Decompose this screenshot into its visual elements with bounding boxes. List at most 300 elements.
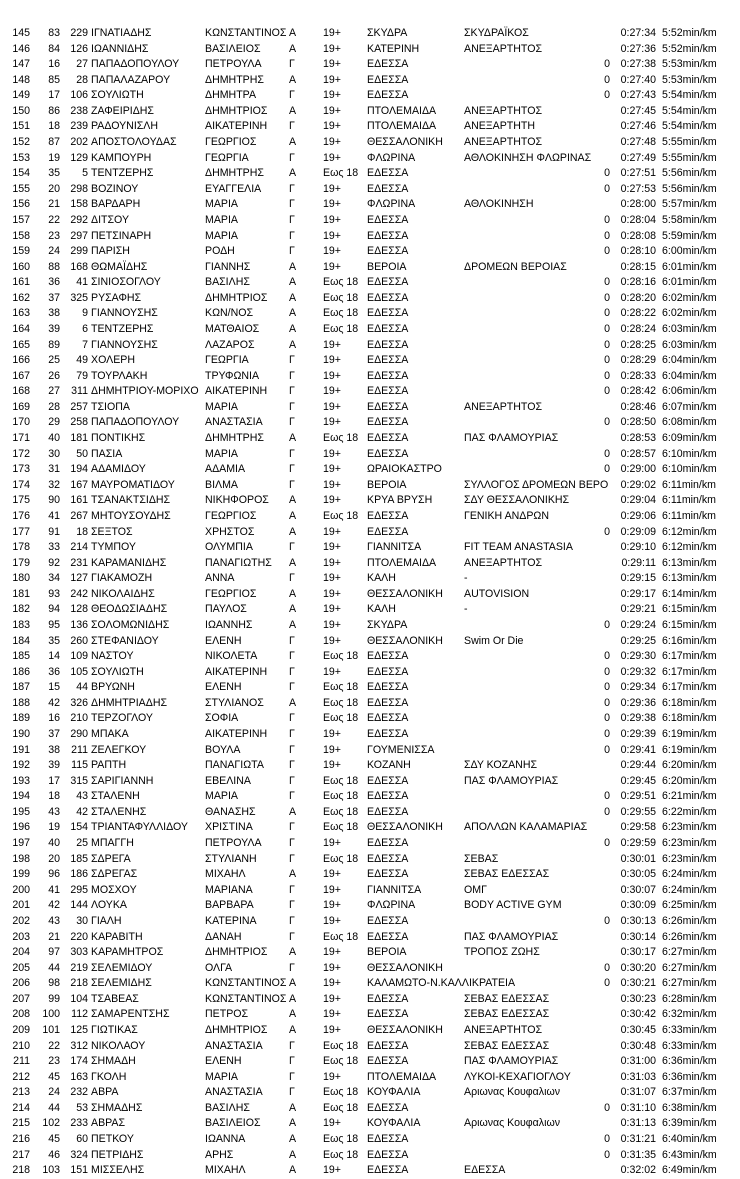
- overall-position-cell: 189: [12, 712, 30, 725]
- club-cell: ΤΡΟΠΟΣ ΖΩΗΣ: [464, 946, 540, 959]
- age-group-cell: 19+: [323, 603, 341, 616]
- sex-cell: Α: [289, 805, 297, 818]
- table-row: [0, 322, 740, 338]
- club-cell: ΣΔΥ ΘΕΣΣΑΛΟΝΙΚΗΣ: [464, 494, 570, 507]
- overall-position-cell: 179: [12, 556, 30, 569]
- city-cell: ΓΟΥΜΕΝΙΣΣΑ: [367, 743, 435, 756]
- surname-cell: ΤΡΙΑΝΤΑΦΥΛΛΙΔΟΥ: [91, 821, 188, 834]
- category-position-cell: 41: [48, 883, 60, 896]
- sex-cell: Γ: [289, 463, 295, 476]
- category-position-cell: 39: [48, 759, 60, 772]
- overall-position-cell: 202: [12, 914, 30, 927]
- pace-cell: 6:49min/km: [662, 1164, 717, 1177]
- table-row: [0, 540, 740, 556]
- age-group-cell: 19+: [323, 182, 341, 195]
- pace-cell: 6:02min/km: [662, 307, 717, 320]
- city-cell: ΕΔΕΣΣΑ: [367, 930, 409, 943]
- first-name-cell: ΜΑΡΙΑΝΑ: [205, 883, 253, 896]
- sex-cell: Α: [289, 868, 297, 881]
- first-name-cell: ΜΑΤΘΑΙΟΣ: [205, 322, 260, 335]
- first-name-cell: ΣΤΥΛΙΑΝΟΣ: [205, 696, 264, 709]
- sex-cell: Α: [289, 260, 297, 273]
- sex-cell: Γ: [289, 1086, 295, 1099]
- city-cell: ΕΔΕΣΣΑ: [367, 276, 409, 289]
- overall-position-cell: 213: [12, 1086, 30, 1099]
- overall-position-cell: 196: [12, 821, 30, 834]
- bib-number-cell: 292: [70, 213, 88, 226]
- flag-value-cell: 0: [604, 73, 610, 86]
- table-row: [0, 727, 740, 743]
- bib-number-cell: 168: [70, 260, 88, 273]
- category-position-cell: 23: [48, 229, 60, 242]
- finish-time-cell: 0:29:39: [620, 728, 656, 741]
- table-row: [0, 696, 740, 712]
- first-name-cell: ΣΤΥΛΙΑΝΗ: [205, 852, 257, 865]
- pace-cell: 6:18min/km: [662, 712, 717, 725]
- overall-position-cell: 177: [12, 525, 30, 538]
- category-position-cell: 17: [48, 774, 60, 787]
- age-group-cell: Εως 18: [323, 805, 359, 818]
- club-cell: ΑΝΕΞΑΡΤΗΤΟΣ: [464, 136, 542, 149]
- surname-cell: ΣΤΑΛΕΝΗ: [91, 790, 140, 803]
- overall-position-cell: 146: [12, 42, 30, 55]
- overall-position-cell: 191: [12, 743, 30, 756]
- sex-cell: Γ: [289, 151, 295, 164]
- table-row: [0, 1054, 740, 1070]
- table-row: [0, 618, 740, 634]
- bib-number-cell: 125: [70, 1024, 88, 1036]
- surname-cell: ΝΙΚΟΛΑΙΔΗΣ: [91, 587, 155, 600]
- club-cell: ΓΕΝΙΚΗ ΑΝΔΡΩΝ: [464, 509, 549, 522]
- club-cell: ΑΝΕΞΑΡΤΗΤΟΣ: [464, 400, 542, 413]
- city-cell: ΘΕΣΣΑΛΟΝΙΚΗ: [367, 961, 443, 974]
- city-cell: ΕΔΕΣΣΑ: [367, 728, 409, 741]
- category-position-cell: 85: [48, 73, 60, 86]
- surname-cell: ΔΙΤΣΟΥ: [91, 213, 130, 226]
- finish-time-cell: 0:30:14: [620, 930, 656, 943]
- category-position-cell: 41: [48, 509, 60, 522]
- city-cell: ΒΕΡΟΙΑ: [367, 946, 407, 959]
- bib-number-cell: 43: [76, 790, 88, 803]
- age-group-cell: Εως 18: [323, 307, 359, 320]
- club-cell: ΑΝΕΞΑΡΤΗΤΟΣ: [464, 1024, 542, 1036]
- finish-time-cell: 0:28:29: [620, 354, 656, 367]
- club-cell: -: [464, 603, 468, 616]
- sex-cell: Γ: [289, 961, 295, 974]
- finish-time-cell: 0:27:34: [620, 27, 656, 39]
- table-row: [0, 213, 740, 229]
- flag-value-cell: 0: [604, 354, 610, 367]
- category-position-cell: 14: [48, 650, 60, 663]
- overall-position-cell: 149: [12, 89, 30, 102]
- city-cell: ΚΑΛΑΜΩΤΟ-Ν.ΚΑΛΛΙΚΡΑΤΕΙΑ: [367, 977, 516, 990]
- pace-cell: 6:43min/km: [662, 1148, 717, 1161]
- pace-cell: 6:36min/km: [662, 1070, 717, 1083]
- sex-cell: Γ: [289, 837, 295, 850]
- age-group-cell: 19+: [323, 369, 341, 382]
- overall-position-cell: 170: [12, 416, 30, 429]
- surname-cell: ΠΕΤΚΟΥ: [91, 1133, 134, 1146]
- bib-number-cell: 242: [70, 587, 88, 600]
- overall-position-cell: 172: [12, 447, 30, 460]
- finish-time-cell: 0:32:02: [620, 1164, 656, 1177]
- bib-number-cell: 174: [70, 1055, 88, 1068]
- first-name-cell: ΜΑΡΙΑ: [205, 400, 238, 413]
- finish-time-cell: 0:31:21: [620, 1133, 656, 1146]
- first-name-cell: ΜΑΡΙΑ: [205, 790, 238, 803]
- table-row: [0, 898, 740, 914]
- bib-number-cell: 295: [70, 883, 88, 896]
- bib-number-cell: 154: [70, 821, 88, 834]
- overall-position-cell: 164: [12, 322, 30, 335]
- sex-cell: Γ: [289, 774, 295, 787]
- city-cell: ΓΙΑΝΝΙΤΣΑ: [367, 883, 422, 896]
- bib-number-cell: 136: [70, 618, 88, 631]
- bib-number-cell: 79: [76, 369, 88, 382]
- first-name-cell: ΔΗΜΗΤΡΑ: [205, 89, 257, 102]
- city-cell: ΕΔΕΣΣΑ: [367, 307, 409, 320]
- table-row: [0, 151, 740, 167]
- age-group-cell: 19+: [323, 338, 341, 351]
- overall-position-cell: 158: [12, 229, 30, 242]
- category-position-cell: 31: [48, 463, 60, 476]
- city-cell: ΘΕΣΣΑΛΟΝΙΚΗ: [367, 821, 443, 834]
- flag-value-cell: 0: [604, 805, 610, 818]
- age-group-cell: 19+: [323, 556, 341, 569]
- table-row: [0, 57, 740, 73]
- city-cell: ΦΛΩΡΙΝΑ: [367, 198, 416, 211]
- table-row: [0, 275, 740, 291]
- sex-cell: Γ: [289, 743, 295, 756]
- first-name-cell: ΚΩΝΣΤΑΝΤΙΝΟΣ: [205, 977, 287, 990]
- age-group-cell: 19+: [323, 120, 341, 133]
- age-group-cell: Εως 18: [323, 167, 359, 180]
- category-position-cell: 15: [48, 681, 60, 694]
- first-name-cell: ΒΑΣΙΛΕΙΟΣ: [205, 42, 261, 55]
- city-cell: ΒΕΡΟΙΑ: [367, 478, 407, 491]
- pace-cell: 6:03min/km: [662, 322, 717, 335]
- bib-number-cell: 49: [76, 354, 88, 367]
- surname-cell: ΛΟΥΚΑ: [91, 899, 127, 912]
- first-name-cell: ΕΛΕΝΗ: [205, 1055, 242, 1068]
- age-group-cell: Εως 18: [323, 712, 359, 725]
- table-row: [0, 493, 740, 509]
- pace-cell: 5:52min/km: [662, 27, 717, 39]
- club-cell: ΣΔΥ ΚΟΖΑΝΗΣ: [464, 759, 538, 772]
- sex-cell: Γ: [289, 728, 295, 741]
- bib-number-cell: 28: [76, 73, 88, 86]
- surname-cell: ΤΣΙΟΠΑ: [91, 400, 130, 413]
- age-group-cell: Εως 18: [323, 852, 359, 865]
- table-row: [0, 462, 740, 478]
- table-row: [0, 1085, 740, 1101]
- age-group-cell: 19+: [323, 416, 341, 429]
- first-name-cell: ΜΙΧΑΗΛ: [205, 868, 246, 881]
- table-row: [0, 867, 740, 883]
- age-group-cell: Εως 18: [323, 276, 359, 289]
- city-cell: ΣΚΥΔΡΑ: [367, 27, 408, 39]
- bib-number-cell: 53: [76, 1101, 88, 1114]
- first-name-cell: ΑΝΝΑ: [205, 572, 235, 585]
- surname-cell: ΠΕΤΣΙΝΑΡΗ: [91, 229, 152, 242]
- table-row: [0, 1023, 740, 1039]
- city-cell: ΕΔΕΣΣΑ: [367, 73, 409, 86]
- first-name-cell: ΑΙΚΑΤΕΡΙΝΗ: [205, 665, 268, 678]
- overall-position-cell: 198: [12, 852, 30, 865]
- city-cell: ΠΤΟΛΕΜΑΙΔΑ: [367, 1070, 437, 1083]
- sex-cell: Α: [289, 494, 297, 507]
- finish-time-cell: 0:29:00: [620, 463, 656, 476]
- category-position-cell: 45: [48, 1070, 60, 1083]
- category-position-cell: 19: [48, 821, 60, 834]
- table-row: [0, 478, 740, 494]
- finish-time-cell: 0:27:43: [620, 89, 656, 102]
- pace-cell: 6:10min/km: [662, 447, 717, 460]
- first-name-cell: ΔΗΜΗΤΡΙΟΣ: [205, 946, 268, 959]
- club-cell: AUTOVISION: [464, 587, 530, 600]
- city-cell: ΕΔΕΣΣΑ: [367, 992, 409, 1005]
- age-group-cell: 19+: [323, 229, 341, 242]
- first-name-cell: ΚΩΝΣΤΑΝΤΙΝΟΣ: [205, 992, 287, 1005]
- city-cell: ΕΔΕΣΣΑ: [367, 167, 409, 180]
- age-group-cell: 19+: [323, 743, 341, 756]
- pace-cell: 6:16min/km: [662, 634, 717, 647]
- age-group-cell: Εως 18: [323, 930, 359, 943]
- table-row: [0, 930, 740, 946]
- results-table: [0, 26, 740, 1179]
- age-group-cell: 19+: [323, 868, 341, 881]
- city-cell: ΚΟΥΦΑΛΙΑ: [367, 1086, 421, 1099]
- overall-position-cell: 209: [12, 1024, 30, 1036]
- surname-cell: ΑΒΡΑΣ: [91, 1117, 126, 1130]
- pace-cell: 6:33min/km: [662, 1039, 717, 1052]
- pace-cell: 6:17min/km: [662, 650, 717, 663]
- sex-cell: Γ: [289, 478, 295, 491]
- finish-time-cell: 0:28:04: [620, 213, 656, 226]
- sex-cell: Γ: [289, 665, 295, 678]
- flag-value-cell: 0: [604, 696, 610, 709]
- table-row: [0, 135, 740, 151]
- age-group-cell: 19+: [323, 73, 341, 86]
- pace-cell: 6:23min/km: [662, 852, 717, 865]
- bib-number-cell: 128: [70, 603, 88, 616]
- club-cell: ΑΠΟΛΛΩΝ ΚΑΛΑΜΑΡΙΑΣ: [464, 821, 588, 834]
- surname-cell: ΜΗΤΟΥΣΟΥΔΗΣ: [91, 509, 171, 522]
- table-row: [0, 992, 740, 1008]
- table-row: [0, 244, 740, 260]
- finish-time-cell: 0:29:59: [620, 837, 656, 850]
- surname-cell: ΣΟΥΛΙΩΤΗ: [91, 89, 144, 102]
- first-name-cell: ΕΒΕΛΙΝΑ: [205, 774, 251, 787]
- first-name-cell: ΜΑΡΙΑ: [205, 198, 238, 211]
- flag-value-cell: 0: [604, 322, 610, 335]
- city-cell: ΕΔΕΣΣΑ: [367, 400, 409, 413]
- overall-position-cell: 187: [12, 681, 30, 694]
- age-group-cell: 19+: [323, 634, 341, 647]
- table-row: [0, 306, 740, 322]
- pace-cell: 6:02min/km: [662, 291, 717, 304]
- category-position-cell: 95: [48, 618, 60, 631]
- bib-number-cell: 233: [70, 1117, 88, 1130]
- sex-cell: Α: [289, 307, 297, 320]
- club-cell: ΟΜΓ: [464, 883, 487, 896]
- age-group-cell: Εως 18: [323, 1101, 359, 1114]
- bib-number-cell: 27: [76, 58, 88, 71]
- overall-position-cell: 168: [12, 385, 30, 398]
- overall-position-cell: 184: [12, 634, 30, 647]
- category-position-cell: 20: [48, 852, 60, 865]
- age-group-cell: 19+: [323, 977, 341, 990]
- first-name-cell: ΚΩΝ/ΝΟΣ: [205, 307, 254, 320]
- sex-cell: Α: [289, 338, 297, 351]
- finish-time-cell: 0:27:40: [620, 73, 656, 86]
- club-cell: ΛΥΚΟΙ-ΚΕΧΑΓΙΟΓΛΟΥ: [464, 1070, 571, 1083]
- pace-cell: 6:26min/km: [662, 930, 717, 943]
- bib-number-cell: 238: [70, 104, 88, 117]
- pace-cell: 6:13min/km: [662, 572, 717, 585]
- surname-cell: ΤΕΝΤΖΕΡΗΣ: [91, 167, 154, 180]
- first-name-cell: ΑΙΚΑΤΕΡΙΝΗ: [205, 728, 268, 741]
- finish-time-cell: 0:29:45: [620, 774, 656, 787]
- club-cell: ΣΕΒΑΣ ΕΔΕΣΣΑΣ: [464, 992, 550, 1005]
- first-name-cell: ΒΙΛΜΑ: [205, 478, 238, 491]
- sex-cell: Γ: [289, 198, 295, 211]
- table-row: [0, 649, 740, 665]
- overall-position-cell: 150: [12, 104, 30, 117]
- finish-time-cell: 0:28:22: [620, 307, 656, 320]
- pace-cell: 6:27min/km: [662, 961, 717, 974]
- first-name-cell: ΒΑΣΙΛΕΙΟΣ: [205, 1117, 261, 1130]
- club-cell: ΣΚΥΔΡΑΪΚΟΣ: [464, 27, 529, 39]
- age-group-cell: Εως 18: [323, 821, 359, 834]
- first-name-cell: ΑΙΚΑΤΕΡΙΝΗ: [205, 120, 268, 133]
- city-cell: ΠΤΟΛΕΜΑΙΔΑ: [367, 556, 437, 569]
- age-group-cell: 19+: [323, 946, 341, 959]
- sex-cell: Α: [289, 1164, 297, 1177]
- table-row: [0, 1007, 740, 1023]
- club-cell: ΑΝΕΞΑΡΤΗΤΟΣ: [464, 556, 542, 569]
- surname-cell: ΖΑΦΕΙΡΙΔΗΣ: [91, 104, 154, 117]
- club-cell: ΑΝΕΞΑΡΤΗΤΗ: [464, 120, 536, 133]
- surname-cell: ΡΑΔΟΥΝΙΣΛΗ: [91, 120, 159, 133]
- surname-cell: ΓΚΟΛΗ: [91, 1070, 127, 1083]
- sex-cell: Α: [289, 1117, 297, 1130]
- overall-position-cell: 180: [12, 572, 30, 585]
- bib-number-cell: 232: [70, 1086, 88, 1099]
- sex-cell: Γ: [289, 1055, 295, 1068]
- bib-number-cell: 303: [70, 946, 88, 959]
- first-name-cell: ΧΡΗΣΤΟΣ: [205, 525, 255, 538]
- overall-position-cell: 154: [12, 167, 30, 180]
- surname-cell: ΜΟΣΧΟΥ: [91, 883, 137, 896]
- sex-cell: Α: [289, 1008, 297, 1021]
- category-position-cell: 16: [48, 58, 60, 71]
- sex-cell: Γ: [289, 245, 295, 258]
- table-row: [0, 1132, 740, 1148]
- pace-cell: 6:21min/km: [662, 790, 717, 803]
- finish-time-cell: 0:30:20: [620, 961, 656, 974]
- age-group-cell: 19+: [323, 104, 341, 117]
- sex-cell: Γ: [289, 58, 295, 71]
- finish-time-cell: 0:29:11: [621, 556, 656, 569]
- city-cell: ΕΔΕΣΣΑ: [367, 245, 409, 258]
- pace-cell: 5:57min/km: [662, 198, 717, 211]
- bib-number-cell: 219: [70, 961, 88, 974]
- surname-cell: ΖΕΛΕΓΚΟΥ: [91, 743, 147, 756]
- surname-cell: ΣΔΡΕΓΑ: [91, 852, 131, 865]
- bib-number-cell: 315: [70, 774, 88, 787]
- table-row: [0, 197, 740, 213]
- sex-cell: Γ: [289, 213, 295, 226]
- overall-position-cell: 169: [12, 400, 30, 413]
- table-row: [0, 182, 740, 198]
- age-group-cell: Εως 18: [323, 322, 359, 335]
- bib-number-cell: 161: [70, 494, 88, 507]
- table-row: [0, 1039, 740, 1055]
- finish-time-cell: 0:30:13: [620, 914, 656, 927]
- pace-cell: 6:19min/km: [662, 728, 717, 741]
- pace-cell: 5:54min/km: [662, 89, 717, 102]
- age-group-cell: 19+: [323, 961, 341, 974]
- city-cell: ΘΕΣΣΑΛΟΝΙΚΗ: [367, 634, 443, 647]
- surname-cell: ΔΗΜΗΤΡΙΟΥ-ΜΟΡΙΧΟ: [91, 385, 199, 398]
- surname-cell: ΤΥΜΠΟΥ: [91, 541, 136, 554]
- surname-cell: ΓΙΑΝΝΟΥΣΗΣ: [91, 307, 158, 320]
- club-cell: ΠΑΣ ΦΛΑΜΟΥΡΙΑΣ: [464, 1055, 559, 1068]
- club-cell: ΑΝΕΞΑΡΤΗΤΟΣ: [464, 42, 542, 55]
- city-cell: ΠΤΟΛΕΜΑΙΔΑ: [367, 104, 437, 117]
- first-name-cell: ΜΑΡΙΑ: [205, 229, 238, 242]
- bib-number-cell: 229: [70, 27, 88, 39]
- category-position-cell: 90: [48, 494, 60, 507]
- surname-cell: ΤΣΑΝΑΚΤΣΙΔΗΣ: [91, 494, 171, 507]
- finish-time-cell: 0:29:30: [620, 650, 656, 663]
- overall-position-cell: 178: [12, 541, 30, 554]
- sex-cell: Γ: [289, 790, 295, 803]
- first-name-cell: ΤΡΥΦΩΝΙΑ: [205, 369, 260, 382]
- overall-position-cell: 210: [12, 1039, 30, 1052]
- club-cell: ΣΕΒΑΣ: [464, 852, 499, 865]
- finish-time-cell: 0:29:09: [620, 525, 656, 538]
- surname-cell: ΣΑΜΑΡΕΝΤΣΗΣ: [91, 1008, 170, 1021]
- flag-value-cell: 0: [604, 525, 610, 538]
- surname-cell: ΤΕΡΖΟΓΛΟΥ: [91, 712, 153, 725]
- overall-position-cell: 174: [12, 478, 30, 491]
- city-cell: ΚΑΤΕΡΙΝΗ: [367, 42, 420, 55]
- city-cell: ΕΔΕΣΣΑ: [367, 790, 409, 803]
- bib-number-cell: 299: [70, 245, 88, 258]
- overall-position-cell: 157: [12, 213, 30, 226]
- surname-cell: ΚΑΜΠΟΥΡΗ: [91, 151, 152, 164]
- table-row: [0, 836, 740, 852]
- bib-number-cell: 326: [70, 696, 88, 709]
- category-position-cell: 42: [48, 899, 60, 912]
- overall-position-cell: 203: [12, 930, 30, 943]
- surname-cell: ΒΡΥΩΝΗ: [91, 681, 135, 694]
- city-cell: ΕΔΕΣΣΑ: [367, 385, 409, 398]
- bib-number-cell: 202: [70, 136, 88, 149]
- age-group-cell: 19+: [323, 385, 341, 398]
- pace-cell: 6:26min/km: [662, 914, 717, 927]
- club-cell: ΠΑΣ ΦΛΑΜΟΥΡΙΑΣ: [464, 774, 559, 787]
- sex-cell: Α: [289, 432, 297, 445]
- finish-time-cell: 0:30:17: [620, 946, 656, 959]
- surname-cell: ΠΟΝΤΙΚΗΣ: [91, 432, 146, 445]
- finish-time-cell: 0:28:10: [620, 245, 656, 258]
- category-position-cell: 88: [48, 260, 60, 273]
- finish-time-cell: 0:29:15: [620, 572, 656, 585]
- sex-cell: Γ: [289, 89, 295, 102]
